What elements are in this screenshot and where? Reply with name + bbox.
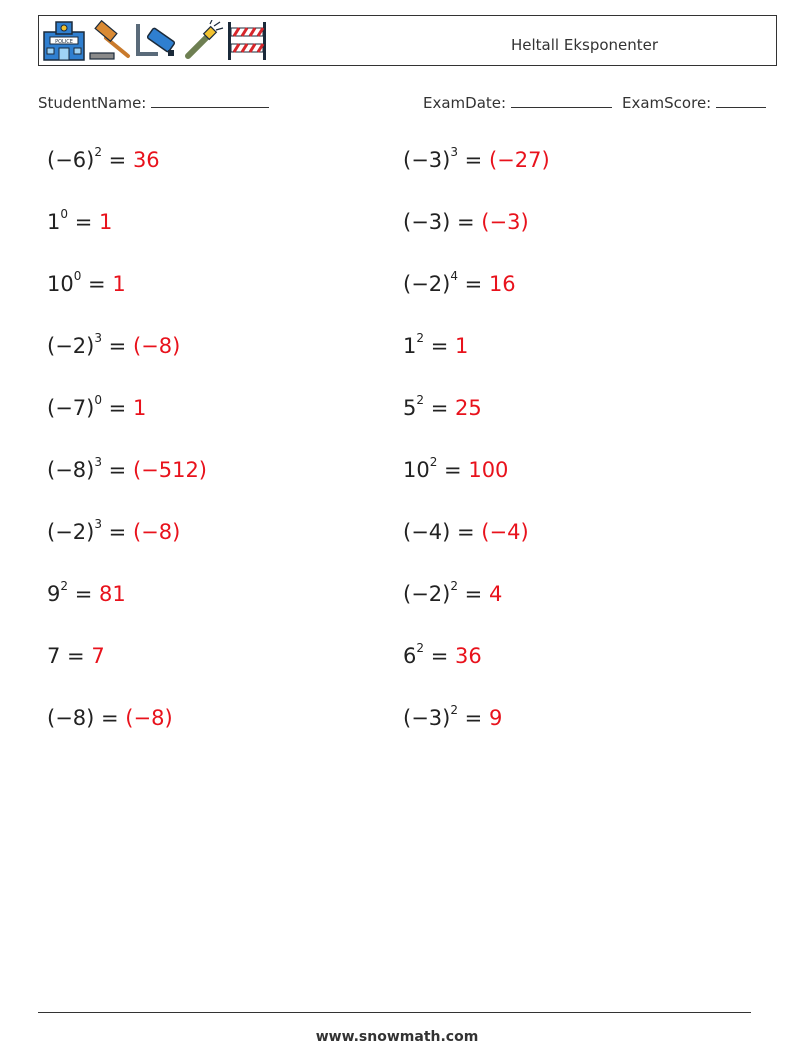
problem-exponent: 2 bbox=[450, 703, 458, 717]
problem-base: 1 bbox=[47, 210, 61, 234]
problem-exponent: 0 bbox=[60, 207, 69, 221]
problem-base: (−3) bbox=[403, 706, 451, 730]
header-icons bbox=[42, 19, 270, 63]
equals-sign: = bbox=[101, 458, 133, 482]
problem-item bbox=[47, 269, 126, 296]
problem-answer: 1 bbox=[454, 334, 469, 358]
problem-answer: 36 bbox=[454, 644, 482, 668]
problem-base: (−2) bbox=[47, 520, 95, 544]
problem-base: (−7) bbox=[47, 396, 95, 420]
problem-exponent: 2 bbox=[94, 145, 102, 159]
equals-sign: = bbox=[101, 520, 133, 544]
equals-sign: = bbox=[457, 272, 489, 296]
problem-exponent: 3 bbox=[450, 145, 458, 159]
problem-base: (−3) bbox=[403, 210, 451, 234]
problem-exponent: 2 bbox=[416, 641, 425, 655]
equals-sign: = bbox=[437, 458, 469, 482]
problem-base: (−8) bbox=[47, 706, 95, 730]
problem-item bbox=[47, 207, 113, 234]
problem-item bbox=[403, 641, 482, 668]
exam-date-label: ExamDate: bbox=[423, 94, 507, 112]
problem-base: 6 bbox=[403, 644, 417, 668]
equals-sign: = bbox=[101, 334, 133, 358]
gavel-icon bbox=[88, 20, 132, 62]
problem-answer: (−3) bbox=[481, 210, 529, 234]
problem-exponent: 2 bbox=[429, 455, 438, 469]
problem-item bbox=[403, 145, 550, 172]
problem-item bbox=[403, 703, 503, 730]
problem-answer: 100 bbox=[468, 458, 509, 482]
problem-answer: 81 bbox=[98, 582, 126, 606]
problem-base: (−6) bbox=[47, 148, 95, 172]
problem-base: 5 bbox=[403, 396, 417, 420]
problem-exponent: 2 bbox=[450, 579, 458, 593]
student-name-blank[interactable] bbox=[151, 95, 269, 108]
exam-score-field bbox=[622, 94, 766, 112]
problem-item bbox=[47, 393, 147, 420]
student-name-label: StudentName: bbox=[38, 94, 147, 112]
equals-sign: = bbox=[68, 582, 99, 606]
problem-item bbox=[47, 517, 181, 544]
equals-sign: = bbox=[60, 644, 92, 668]
problem-exponent: 3 bbox=[94, 517, 102, 531]
problem-exponent: 2 bbox=[416, 331, 425, 345]
student-name-field bbox=[38, 94, 269, 112]
exam-date-field bbox=[423, 94, 612, 112]
problem-answer: 1 bbox=[98, 210, 113, 234]
equals-sign: = bbox=[81, 272, 113, 296]
problem-item bbox=[403, 579, 503, 606]
equals-sign: = bbox=[450, 520, 482, 544]
equals-sign: = bbox=[68, 210, 99, 234]
problem-base: 10 bbox=[403, 458, 430, 482]
exam-score-label: ExamScore: bbox=[622, 94, 712, 112]
equals-sign: = bbox=[457, 706, 489, 730]
footer-url: www.snowmath.com bbox=[315, 1029, 479, 1045]
problem-item bbox=[47, 706, 173, 730]
problem-answer: (−512) bbox=[132, 458, 208, 482]
problem-answer: (−8) bbox=[132, 334, 181, 358]
problem-item bbox=[403, 455, 509, 482]
problem-answer: (−27) bbox=[488, 148, 550, 172]
problem-item bbox=[403, 520, 529, 544]
equals-sign: = bbox=[101, 148, 133, 172]
problem-answer: (−8) bbox=[125, 706, 173, 730]
problem-answer: 1 bbox=[132, 396, 147, 420]
footer-divider bbox=[38, 1012, 751, 1013]
problem-item bbox=[403, 393, 482, 420]
equals-sign: = bbox=[101, 396, 133, 420]
problem-item bbox=[403, 269, 516, 296]
problem-answer: 25 bbox=[454, 396, 482, 420]
problem-answer: (−4) bbox=[481, 520, 529, 544]
equals-sign: = bbox=[424, 334, 455, 358]
problem-base: (−2) bbox=[403, 272, 451, 296]
problem-base: 7 bbox=[47, 644, 61, 668]
problem-answer: (−8) bbox=[132, 520, 181, 544]
problem-base: 10 bbox=[47, 272, 74, 296]
problem-item bbox=[47, 145, 160, 172]
problem-item bbox=[47, 644, 105, 668]
exam-date-blank[interactable] bbox=[511, 95, 612, 108]
problem-base: (−8) bbox=[47, 458, 95, 482]
problem-exponent: 2 bbox=[60, 579, 69, 593]
problem-exponent: 4 bbox=[450, 269, 458, 283]
equals-sign: = bbox=[424, 396, 455, 420]
worksheet-title: Heltall Eksponenter bbox=[511, 36, 659, 54]
equals-sign: = bbox=[424, 644, 455, 668]
equals-sign: = bbox=[94, 706, 126, 730]
problem-item bbox=[403, 210, 529, 234]
equals-sign: = bbox=[457, 148, 489, 172]
problem-answer: 36 bbox=[132, 148, 160, 172]
handcuffs-icon bbox=[134, 20, 178, 62]
problem-exponent: 3 bbox=[94, 455, 102, 469]
equals-sign: = bbox=[457, 582, 489, 606]
problem-base: (−2) bbox=[47, 334, 95, 358]
worksheet-header bbox=[38, 15, 777, 66]
problem-item bbox=[47, 331, 181, 358]
problem-exponent: 0 bbox=[73, 269, 82, 283]
road-barrier-icon bbox=[226, 20, 270, 62]
exam-score-blank[interactable] bbox=[716, 95, 766, 108]
problem-item bbox=[47, 579, 126, 606]
equals-sign: = bbox=[450, 210, 482, 234]
problem-answer: 9 bbox=[488, 706, 503, 730]
problem-item bbox=[47, 455, 208, 482]
problem-base: 1 bbox=[403, 334, 417, 358]
problem-answer: 16 bbox=[488, 272, 516, 296]
problem-exponent: 0 bbox=[94, 393, 102, 407]
problem-base: (−2) bbox=[403, 582, 451, 606]
police-station-icon bbox=[42, 20, 86, 62]
problem-answer: 7 bbox=[91, 644, 105, 668]
problem-base: 9 bbox=[47, 582, 61, 606]
problem-base: (−3) bbox=[403, 148, 451, 172]
problem-item bbox=[403, 331, 469, 358]
problem-answer: 1 bbox=[112, 272, 126, 296]
problem-base: (−4) bbox=[403, 520, 451, 544]
flashlight-icon bbox=[180, 20, 224, 62]
problem-exponent: 3 bbox=[94, 331, 102, 345]
problem-answer: 4 bbox=[488, 582, 503, 606]
police-sign-text: POLICE bbox=[55, 39, 73, 45]
problem-exponent: 2 bbox=[416, 393, 425, 407]
